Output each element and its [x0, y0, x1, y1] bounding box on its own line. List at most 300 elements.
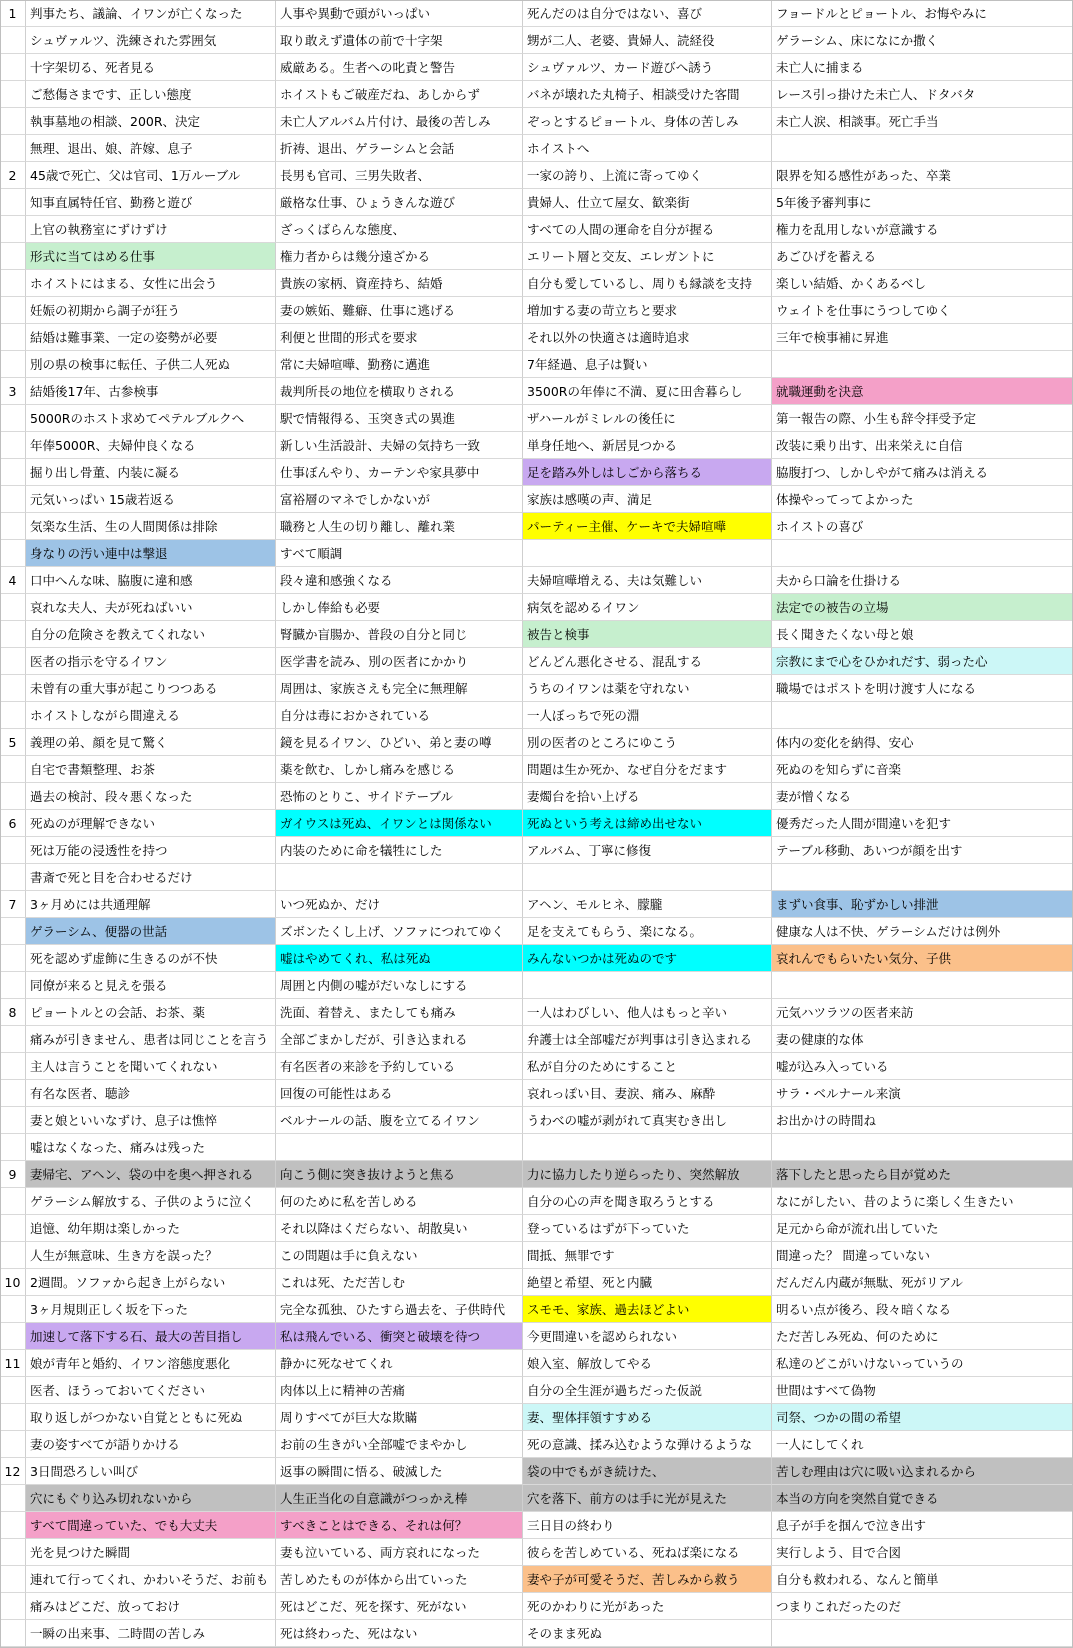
- table-cell[interactable]: みんないつかは死ぬのです: [523, 945, 772, 972]
- table-cell[interactable]: [523, 540, 772, 567]
- chapter-number-cell[interactable]: [0, 1080, 26, 1107]
- table-cell[interactable]: 三日目の終わり: [523, 1512, 772, 1539]
- table-cell[interactable]: 何のために私を苦しめる: [276, 1188, 523, 1215]
- table-cell[interactable]: ホイストへ: [523, 135, 772, 162]
- table-cell[interactable]: 改装に乗り出す、出来栄えに自信: [772, 432, 1073, 459]
- table-cell[interactable]: 哀れっぽい目、妻涙、痛み、麻酔: [523, 1080, 772, 1107]
- table-cell[interactable]: 痛みはどこだ、放っておけ: [26, 1593, 276, 1620]
- table-cell[interactable]: ピョートルとの会話、お茶、薬: [26, 999, 276, 1026]
- table-cell[interactable]: 一人はわびしい、他人はもっと辛い: [523, 999, 772, 1026]
- table-cell[interactable]: だんだん内蔵が無駄、死がリアル: [772, 1269, 1073, 1296]
- table-cell[interactable]: 口中へんな味、脇腹に違和感: [26, 567, 276, 594]
- table-cell[interactable]: 十字架切る、死者見る: [26, 54, 276, 81]
- table-cell[interactable]: あごひげを蓄える: [772, 243, 1073, 270]
- chapter-number-cell[interactable]: [0, 135, 26, 162]
- chapter-number-cell[interactable]: [0, 486, 26, 513]
- table-cell[interactable]: 本当の方向を突然自覚できる: [772, 1485, 1073, 1512]
- chapter-number-cell[interactable]: [0, 837, 26, 864]
- table-cell[interactable]: 富裕層のマネでしかないが: [276, 486, 523, 513]
- table-cell[interactable]: ホイストしながら間違える: [26, 702, 276, 729]
- table-cell[interactable]: 就職運動を決意: [772, 378, 1073, 405]
- table-cell[interactable]: 2週間。ソファから起き上がらない: [26, 1269, 276, 1296]
- chapter-number-cell[interactable]: [0, 1215, 26, 1242]
- table-cell[interactable]: 一人にしてくれ: [772, 1431, 1073, 1458]
- table-cell[interactable]: アルバム、丁寧に修復: [523, 837, 772, 864]
- table-cell[interactable]: 5000Rのホスト求めてペテルブルクへ: [26, 405, 276, 432]
- table-cell[interactable]: 登っているはずが下っていた: [523, 1215, 772, 1242]
- table-cell[interactable]: お出かけの時間ね: [772, 1107, 1073, 1134]
- table-cell[interactable]: 貴婦人、仕立て屋女、歓楽街: [523, 189, 772, 216]
- table-cell[interactable]: 結婚後17年、古参検事: [26, 378, 276, 405]
- table-cell[interactable]: ゲラーシム、床になにか撒く: [772, 27, 1073, 54]
- table-cell[interactable]: [276, 1134, 523, 1161]
- table-cell[interactable]: 今更間違いを認められない: [523, 1323, 772, 1350]
- chapter-number-cell[interactable]: 1: [0, 0, 26, 27]
- table-cell[interactable]: 妻、聖体拝領すすめる: [523, 1404, 772, 1431]
- table-cell[interactable]: 別の医者のところにゆこう: [523, 729, 772, 756]
- chapter-number-cell[interactable]: [0, 1512, 26, 1539]
- table-cell[interactable]: 健康な人は不快、ゲラーシムだけは例外: [772, 918, 1073, 945]
- table-cell[interactable]: 執事墓地の相談、200R、決定: [26, 108, 276, 135]
- table-cell[interactable]: 医者、ほうっておいてください: [26, 1377, 276, 1404]
- table-cell[interactable]: うちのイワンは薬を守れない: [523, 675, 772, 702]
- table-cell[interactable]: 7年経過、息子は賢い: [523, 351, 772, 378]
- table-cell[interactable]: 同僚が来ると見えを張る: [26, 972, 276, 999]
- table-cell[interactable]: 無理、退出、娘、許嫁、息子: [26, 135, 276, 162]
- table-cell[interactable]: 優秀だった人間が間違いを犯す: [772, 810, 1073, 837]
- table-cell[interactable]: 自分の全生涯が過ちだった仮説: [523, 1377, 772, 1404]
- table-cell[interactable]: シュヴァルツ、カード遊びへ誘う: [523, 54, 772, 81]
- table-cell[interactable]: 権力者からは幾分遠ざかる: [276, 243, 523, 270]
- table-cell[interactable]: ザハールがミレルの後任に: [523, 405, 772, 432]
- table-cell[interactable]: アヘン、モルヒネ、朦朧: [523, 891, 772, 918]
- chapter-number-cell[interactable]: [0, 1539, 26, 1566]
- table-cell[interactable]: スモモ、家族、過去ほどよい: [523, 1296, 772, 1323]
- table-cell[interactable]: 宗教にまで心をひかれだす、弱った心: [772, 648, 1073, 675]
- table-cell[interactable]: 司祭、つかの間の希望: [772, 1404, 1073, 1431]
- chapter-number-cell[interactable]: [0, 1431, 26, 1458]
- table-cell[interactable]: ウェイトを仕事にうつしてゆく: [772, 297, 1073, 324]
- table-cell[interactable]: 医学書を読み、別の医者にかかり: [276, 648, 523, 675]
- table-cell[interactable]: 増加する妻の苛立ちと要求: [523, 297, 772, 324]
- table-cell[interactable]: 弁護士は全部嘘だが判事は引き込まれる: [523, 1026, 772, 1053]
- table-cell[interactable]: 私達のどこがいけないっていうの: [772, 1350, 1073, 1377]
- table-cell[interactable]: 上官の執務室にずけずけ: [26, 216, 276, 243]
- table-cell[interactable]: どんどん悪化させる、混乱する: [523, 648, 772, 675]
- table-cell[interactable]: つまりこれだったのだ: [772, 1593, 1073, 1620]
- table-cell[interactable]: 周りすべてが巨大な欺瞞: [276, 1404, 523, 1431]
- table-cell[interactable]: 娘入室、解放してやる: [523, 1350, 772, 1377]
- chapter-number-cell[interactable]: [0, 189, 26, 216]
- table-cell[interactable]: 年俸5000R、夫婦仲良くなる: [26, 432, 276, 459]
- table-cell[interactable]: 足を支えてもらう、楽になる。: [523, 918, 772, 945]
- table-cell[interactable]: 一瞬の出来事、二時間の苦しみ: [26, 1620, 276, 1647]
- chapter-number-cell[interactable]: [0, 351, 26, 378]
- table-cell[interactable]: ホイストの喜び: [772, 513, 1073, 540]
- chapter-number-cell[interactable]: [0, 1323, 26, 1350]
- table-cell[interactable]: すべきことはできる、それは何？: [276, 1512, 523, 1539]
- chapter-number-cell[interactable]: [0, 1296, 26, 1323]
- table-cell[interactable]: 法定での被告の立場: [772, 594, 1073, 621]
- table-cell[interactable]: 自分の心の声を聞き取ろうとする: [523, 1188, 772, 1215]
- table-cell[interactable]: 返事の瞬間に悟る、破滅した: [276, 1458, 523, 1485]
- chapter-number-cell[interactable]: 3: [0, 378, 26, 405]
- table-cell[interactable]: 夫から口論を仕掛ける: [772, 567, 1073, 594]
- table-cell[interactable]: 職場ではポストを明け渡す人になる: [772, 675, 1073, 702]
- table-cell[interactable]: 体操やってってよかった: [772, 486, 1073, 513]
- table-cell[interactable]: 未亡人涙、相談事。死亡手当: [772, 108, 1073, 135]
- table-cell[interactable]: 全部ごまかしだが、引き込まれる: [276, 1026, 523, 1053]
- table-cell[interactable]: サラ・ベルナール来演: [772, 1080, 1073, 1107]
- chapter-number-cell[interactable]: [0, 513, 26, 540]
- table-cell[interactable]: 妻や子が可愛そうだ、苦しみから救う: [523, 1566, 772, 1593]
- table-cell[interactable]: 追憶、幼年期は楽しかった: [26, 1215, 276, 1242]
- table-cell[interactable]: 妻の健康的な体: [772, 1026, 1073, 1053]
- table-cell[interactable]: 有名な医者、聴診: [26, 1080, 276, 1107]
- table-cell[interactable]: しかし俸給も必要: [276, 594, 523, 621]
- table-cell[interactable]: バネが壊れた丸椅子、相談受けた客間: [523, 81, 772, 108]
- table-cell[interactable]: 職務と人生の切り離し、離れ業: [276, 513, 523, 540]
- table-cell[interactable]: 妻の嫉妬、難癖、仕事に逃げる: [276, 297, 523, 324]
- table-cell[interactable]: 間違った？ 間違っていない: [772, 1242, 1073, 1269]
- table-cell[interactable]: ベルナールの話、腹を立てるイワン: [276, 1107, 523, 1134]
- chapter-number-cell[interactable]: [0, 702, 26, 729]
- table-cell[interactable]: 肉体以上に精神の苦痛: [276, 1377, 523, 1404]
- table-cell[interactable]: なにがしたい、昔のように楽しく生きたい: [772, 1188, 1073, 1215]
- table-cell[interactable]: すべての人間の運命を自分が握る: [523, 216, 772, 243]
- chapter-number-cell[interactable]: [0, 216, 26, 243]
- chapter-number-cell[interactable]: 11: [0, 1350, 26, 1377]
- table-cell[interactable]: [772, 540, 1073, 567]
- table-cell[interactable]: 別の県の検事に転任、子供二人死ぬ: [26, 351, 276, 378]
- chapter-number-cell[interactable]: [0, 621, 26, 648]
- table-cell[interactable]: [772, 135, 1073, 162]
- chapter-number-cell[interactable]: [0, 297, 26, 324]
- table-cell[interactable]: 死はどこだ、死を探す、死がない: [276, 1593, 523, 1620]
- table-cell[interactable]: 主人は言うことを聞いてくれない: [26, 1053, 276, 1080]
- table-cell[interactable]: 三年で検事補に昇進: [772, 324, 1073, 351]
- chapter-number-cell[interactable]: [0, 1242, 26, 1269]
- table-cell[interactable]: 自宅で書類整理、お茶: [26, 756, 276, 783]
- table-cell[interactable]: 穴を落下、前方のは手に光が見えた: [523, 1485, 772, 1512]
- table-cell[interactable]: 哀れんでもらいたい気分、子供: [772, 945, 1073, 972]
- table-cell[interactable]: 痛みが引きません、患者は同じことを言う: [26, 1026, 276, 1053]
- table-cell[interactable]: 3ヶ月めには共通理解: [26, 891, 276, 918]
- table-cell[interactable]: 駅で情報得る、玉突き式の異進: [276, 405, 523, 432]
- table-cell[interactable]: 取り敢えず遺体の前で十字架: [276, 27, 523, 54]
- chapter-number-cell[interactable]: [0, 1620, 26, 1647]
- table-cell[interactable]: 病気を認めるイワン: [523, 594, 772, 621]
- table-cell[interactable]: ぞっとするピョートル、身体の苦しみ: [523, 108, 772, 135]
- chapter-number-cell[interactable]: [0, 270, 26, 297]
- table-cell[interactable]: 周囲は、家族さえも完全に無理解: [276, 675, 523, 702]
- table-cell[interactable]: 妻が憎くなる: [772, 783, 1073, 810]
- table-cell[interactable]: ゲラーシム解放する、子供のように泣く: [26, 1188, 276, 1215]
- table-cell[interactable]: [772, 351, 1073, 378]
- table-cell[interactable]: 形式に当てはめる仕事: [26, 243, 276, 270]
- table-cell[interactable]: 折祷、退出、ゲラーシムと会話: [276, 135, 523, 162]
- table-cell[interactable]: 息子が手を掴んで泣き出す: [772, 1512, 1073, 1539]
- table-cell[interactable]: 妊娠の初期から調子が狂う: [26, 297, 276, 324]
- chapter-number-cell[interactable]: [0, 1404, 26, 1431]
- table-cell[interactable]: 義理の弟、顔を見て驚く: [26, 729, 276, 756]
- table-cell[interactable]: 3ヶ月規則正しく坂を下った: [26, 1296, 276, 1323]
- table-cell[interactable]: 裁判所長の地位を横取りされる: [276, 378, 523, 405]
- table-cell[interactable]: 足元から命が流れ出していた: [772, 1215, 1073, 1242]
- table-cell[interactable]: 人事や異動で頭がいっぱい: [276, 0, 523, 27]
- table-cell[interactable]: レース引っ掛けた未亡人、ドタバタ: [772, 81, 1073, 108]
- table-cell[interactable]: 貴族の家柄、資産持ち、結婚: [276, 270, 523, 297]
- table-cell[interactable]: 加速して落下する石、最大の苦目指し: [26, 1323, 276, 1350]
- table-cell[interactable]: 人生が無意味、生き方を誤った？: [26, 1242, 276, 1269]
- table-cell[interactable]: 未亡人アルバム片付け、最後の苦しみ: [276, 108, 523, 135]
- chapter-number-cell[interactable]: [0, 864, 26, 891]
- table-cell[interactable]: 未亡人に捕まる: [772, 54, 1073, 81]
- table-cell[interactable]: 内装のために命を犠牲にした: [276, 837, 523, 864]
- table-cell[interactable]: [772, 972, 1073, 999]
- table-cell[interactable]: 死のかわりに光があった: [523, 1593, 772, 1620]
- chapter-number-cell[interactable]: [0, 594, 26, 621]
- table-cell[interactable]: ガイウスは死ぬ、イワンとは関係ない: [276, 810, 523, 837]
- chapter-number-cell[interactable]: [0, 918, 26, 945]
- chapter-number-cell[interactable]: 5: [0, 729, 26, 756]
- table-cell[interactable]: そのまま死ぬ: [523, 1620, 772, 1647]
- table-cell[interactable]: 常に夫婦喧嘩、勤務に邁進: [276, 351, 523, 378]
- table-cell[interactable]: 人生正当化の自意識がつっかえ棒: [276, 1485, 523, 1512]
- table-cell[interactable]: 自分も愛しているし、周りも縁談を支持: [523, 270, 772, 297]
- table-cell[interactable]: 妻の姿すべてが語りかける: [26, 1431, 276, 1458]
- table-cell[interactable]: 自分も救われる、なんと簡単: [772, 1566, 1073, 1593]
- table-cell[interactable]: 腎臓か盲腸か、普段の自分と同じ: [276, 621, 523, 648]
- table-cell[interactable]: 嘘が込み入っている: [772, 1053, 1073, 1080]
- table-cell[interactable]: ホイストにはまる、女性に出会う: [26, 270, 276, 297]
- table-cell[interactable]: 妻帰宅、アヘン、袋の中を奥へ押される: [26, 1161, 276, 1188]
- chapter-number-cell[interactable]: [0, 81, 26, 108]
- table-cell[interactable]: 恐怖のとりこ、サイドテーブル: [276, 783, 523, 810]
- table-cell[interactable]: ご愁傷さまです、正しい態度: [26, 81, 276, 108]
- table-cell[interactable]: 落下したと思ったら目が覚めた: [772, 1161, 1073, 1188]
- chapter-number-cell[interactable]: 2: [0, 162, 26, 189]
- table-cell[interactable]: 新しい生活設計、夫婦の気持ち一致: [276, 432, 523, 459]
- table-cell[interactable]: この問題は手に負えない: [276, 1242, 523, 1269]
- table-cell[interactable]: 元気ハツラツの医者来訪: [772, 999, 1073, 1026]
- table-cell[interactable]: [523, 1134, 772, 1161]
- table-cell[interactable]: 私が自分のためにすること: [523, 1053, 772, 1080]
- table-cell[interactable]: 足を踏み外しはしごから落ちる: [523, 459, 772, 486]
- table-cell[interactable]: 結婚は難事業、一定の姿勢が必要: [26, 324, 276, 351]
- table-cell[interactable]: フョードルとピョートル、お悔やみに: [772, 0, 1073, 27]
- table-cell[interactable]: シュヴァルツ、洗練された雰囲気: [26, 27, 276, 54]
- chapter-number-cell[interactable]: [0, 459, 26, 486]
- table-cell[interactable]: 楽しい結婚、かくあるべし: [772, 270, 1073, 297]
- table-cell[interactable]: 長男も官司、三男失敗者、: [276, 162, 523, 189]
- table-cell[interactable]: エリート層と交友、エレガントに: [523, 243, 772, 270]
- table-cell[interactable]: ホイストもご破産だね、あしからず: [276, 81, 523, 108]
- table-cell[interactable]: 家族は感嘆の声、満足: [523, 486, 772, 513]
- table-cell[interactable]: 甥が二人、老婆、貴婦人、読経役: [523, 27, 772, 54]
- table-cell[interactable]: 書斎で死と目を合わせるだけ: [26, 864, 276, 891]
- table-cell[interactable]: 絶望と希望、死と内臓: [523, 1269, 772, 1296]
- table-cell[interactable]: [772, 702, 1073, 729]
- table-cell[interactable]: 光を見つけた瞬間: [26, 1539, 276, 1566]
- table-cell[interactable]: 実行しよう、目で合図: [772, 1539, 1073, 1566]
- table-cell[interactable]: 仕事ぼんやり、カーテンや家具夢中: [276, 459, 523, 486]
- table-cell[interactable]: 限界を知る感性があった、卒業: [772, 162, 1073, 189]
- table-cell[interactable]: 死の意識、揉み込むような弾けるような: [523, 1431, 772, 1458]
- chapter-number-cell[interactable]: 8: [0, 999, 26, 1026]
- table-cell[interactable]: これは死、ただ苦しむ: [276, 1269, 523, 1296]
- chapter-number-cell[interactable]: 9: [0, 1161, 26, 1188]
- table-cell[interactable]: 薬を飲む、しかし痛みを感じる: [276, 756, 523, 783]
- chapter-number-cell[interactable]: [0, 1107, 26, 1134]
- chapter-number-cell[interactable]: 10: [0, 1269, 26, 1296]
- table-cell[interactable]: 死んだのは自分ではない、喜び: [523, 0, 772, 27]
- table-cell[interactable]: 脇腹打つ、しかしやがて痛みは消える: [772, 459, 1073, 486]
- table-cell[interactable]: 連れて行ってくれ、かわいそうだ、お前も: [26, 1566, 276, 1593]
- table-cell[interactable]: まずい食事、恥ずかしい排泄: [772, 891, 1073, 918]
- chapter-number-cell[interactable]: [0, 1593, 26, 1620]
- table-cell[interactable]: 明るい点が後ろ、段々暗くなる: [772, 1296, 1073, 1323]
- table-cell[interactable]: 3日間恐ろしい叫び: [26, 1458, 276, 1485]
- table-cell[interactable]: 娘が青年と婚約、イワン溶態度悪化: [26, 1350, 276, 1377]
- table-cell[interactable]: 私は飛んでいる、衝突と破壊を待つ: [276, 1323, 523, 1350]
- table-cell[interactable]: 苦しめたものが体から出ていった: [276, 1566, 523, 1593]
- table-cell[interactable]: 判事たち、議論、イワンが亡くなった: [26, 0, 276, 27]
- table-cell[interactable]: パーティー主催、ケーキで夫婦喧嘩: [523, 513, 772, 540]
- table-cell[interactable]: 利便と世間的形式を要求: [276, 324, 523, 351]
- table-cell[interactable]: ただ苦しみ死ぬ、何のために: [772, 1323, 1073, 1350]
- chapter-number-cell[interactable]: [0, 54, 26, 81]
- table-cell[interactable]: 妻も泣いている、両方哀れになった: [276, 1539, 523, 1566]
- chapter-number-cell[interactable]: [0, 675, 26, 702]
- chapter-number-cell[interactable]: [0, 405, 26, 432]
- chapter-number-cell[interactable]: 12: [0, 1458, 26, 1485]
- table-cell[interactable]: 取り返しがつかない自覚とともに死ぬ: [26, 1404, 276, 1431]
- table-cell[interactable]: 気楽な生活、生の人間関係は排除: [26, 513, 276, 540]
- chapter-number-cell[interactable]: [0, 756, 26, 783]
- table-cell[interactable]: 知事直属特任官、勤務と遊び: [26, 189, 276, 216]
- table-cell[interactable]: 3500Rの年俸に不満、夏に田舎暮らし: [523, 378, 772, 405]
- table-cell[interactable]: 夫婦喧嘩増える、夫は気難しい: [523, 567, 772, 594]
- table-cell[interactable]: 一人ぼっちで死の淵: [523, 702, 772, 729]
- chapter-number-cell[interactable]: 4: [0, 567, 26, 594]
- chapter-number-cell[interactable]: [0, 324, 26, 351]
- table-cell[interactable]: 静かに死なせてくれ: [276, 1350, 523, 1377]
- table-cell[interactable]: 嘘はなくなった、痛みは残った: [26, 1134, 276, 1161]
- table-cell[interactable]: ざっくばらんな態度、: [276, 216, 523, 243]
- table-cell[interactable]: 向こう側に突き抜けようと焦る: [276, 1161, 523, 1188]
- table-cell[interactable]: 掘り出し骨董、内装に凝る: [26, 459, 276, 486]
- table-cell[interactable]: いつ死ぬか、だけ: [276, 891, 523, 918]
- table-cell[interactable]: 45歳で死亡、父は官司、1万ルーブル: [26, 162, 276, 189]
- table-cell[interactable]: 威厳ある。生者への叱責と警告: [276, 54, 523, 81]
- table-cell[interactable]: 死ぬという考えは締め出せない: [523, 810, 772, 837]
- chapter-number-cell[interactable]: [0, 1188, 26, 1215]
- chapter-number-cell[interactable]: 6: [0, 810, 26, 837]
- table-cell[interactable]: 厳格な仕事、ひょうきんな遊び: [276, 189, 523, 216]
- table-cell[interactable]: [523, 864, 772, 891]
- table-cell[interactable]: 5年後予審判事に: [772, 189, 1073, 216]
- table-cell[interactable]: 彼らを苦しめている、死ねば楽になる: [523, 1539, 772, 1566]
- table-cell[interactable]: 袋の中でもがき続けた、: [523, 1458, 772, 1485]
- table-cell[interactable]: 一家の誇り、上流に寄ってゆく: [523, 162, 772, 189]
- table-cell[interactable]: 自分の危険さを教えてくれない: [26, 621, 276, 648]
- table-cell[interactable]: 哀れな夫人、夫が死ねばいい: [26, 594, 276, 621]
- chapter-number-cell[interactable]: [0, 648, 26, 675]
- table-cell[interactable]: 権力を乱用しないが意識する: [772, 216, 1073, 243]
- table-cell[interactable]: [772, 1620, 1073, 1647]
- table-cell[interactable]: 有名医者の来診を予約している: [276, 1053, 523, 1080]
- chapter-number-cell[interactable]: [0, 432, 26, 459]
- chapter-number-cell[interactable]: 7: [0, 891, 26, 918]
- table-cell[interactable]: 死を認めず虚飾に生きるのが不快: [26, 945, 276, 972]
- table-cell[interactable]: 未曾有の重大事が起こりつつある: [26, 675, 276, 702]
- table-cell[interactable]: 妻と娘といいなずけ、息子は憔悴: [26, 1107, 276, 1134]
- chapter-number-cell[interactable]: [0, 243, 26, 270]
- table-cell[interactable]: それ以外の快適さは適時追求: [523, 324, 772, 351]
- chapter-number-cell[interactable]: [0, 972, 26, 999]
- table-cell[interactable]: 身なりの汚い連中は撃退: [26, 540, 276, 567]
- table-cell[interactable]: 医者の指示を守るイワン: [26, 648, 276, 675]
- table-cell[interactable]: 段々違和感強くなる: [276, 567, 523, 594]
- table-cell[interactable]: 第一報告の際、小生も辞令拝受予定: [772, 405, 1073, 432]
- table-cell[interactable]: 自分は毒におかされている: [276, 702, 523, 729]
- table-cell[interactable]: [276, 864, 523, 891]
- table-cell[interactable]: 周囲と内側の嘘がだいなしにする: [276, 972, 523, 999]
- table-cell[interactable]: 過去の検討、段々悪くなった: [26, 783, 276, 810]
- table-cell[interactable]: それ以降はくだらない、胡散臭い: [276, 1215, 523, 1242]
- chapter-number-cell[interactable]: [0, 1026, 26, 1053]
- table-cell[interactable]: 力に協力したり逆らったり、突然解放: [523, 1161, 772, 1188]
- table-cell[interactable]: 死ぬのが理解できない: [26, 810, 276, 837]
- table-cell[interactable]: 単身任地へ、新居見つかる: [523, 432, 772, 459]
- table-cell[interactable]: 穴にもぐり込み切れないから: [26, 1485, 276, 1512]
- table-cell[interactable]: ゲラーシム、便器の世話: [26, 918, 276, 945]
- table-cell[interactable]: 回復の可能性はある: [276, 1080, 523, 1107]
- table-cell[interactable]: [772, 1134, 1073, 1161]
- table-cell[interactable]: すべて順調: [276, 540, 523, 567]
- table-cell[interactable]: [523, 972, 772, 999]
- table-cell[interactable]: 世間はすべて偽物: [772, 1377, 1073, 1404]
- table-cell[interactable]: 長く聞きたくない母と娘: [772, 621, 1073, 648]
- table-cell[interactable]: 被告と検事: [523, 621, 772, 648]
- table-cell[interactable]: テーブル移動、あいつが顔を出す: [772, 837, 1073, 864]
- table-cell[interactable]: 死は終わった、死はない: [276, 1620, 523, 1647]
- chapter-number-cell[interactable]: [0, 1485, 26, 1512]
- table-cell[interactable]: 元気いっぱい 15歳若返る: [26, 486, 276, 513]
- chapter-number-cell[interactable]: [0, 1053, 26, 1080]
- table-cell[interactable]: お前の生きがい全部嘘でまやかし: [276, 1431, 523, 1458]
- table-cell[interactable]: 死は万能の浸透性を持つ: [26, 837, 276, 864]
- chapter-number-cell[interactable]: [0, 540, 26, 567]
- table-cell[interactable]: 苦しむ理由は穴に吸い込まれるから: [772, 1458, 1073, 1485]
- table-cell[interactable]: 問題は生か死か、なぜ自分をだます: [523, 756, 772, 783]
- chapter-number-cell[interactable]: [0, 27, 26, 54]
- table-cell[interactable]: 死ぬのを知らずに音楽: [772, 756, 1073, 783]
- table-cell[interactable]: 間抵、無罪です: [523, 1242, 772, 1269]
- chapter-number-cell[interactable]: [0, 1134, 26, 1161]
- table-cell[interactable]: 洗面、着替え、またしても痛み: [276, 999, 523, 1026]
- chapter-number-cell[interactable]: [0, 1377, 26, 1404]
- table-cell[interactable]: 妻燭台を拾い上げる: [523, 783, 772, 810]
- table-cell[interactable]: 完全な孤独、ひたすら過去を、子供時代: [276, 1296, 523, 1323]
- table-cell[interactable]: ズボンたくし上げ、ソファにつれてゆく: [276, 918, 523, 945]
- table-cell[interactable]: [772, 864, 1073, 891]
- table-cell[interactable]: うわべの嘘が剥がれて真実むき出し: [523, 1107, 772, 1134]
- table-cell[interactable]: すべて間違っていた、でも大丈夫: [26, 1512, 276, 1539]
- chapter-number-cell[interactable]: [0, 783, 26, 810]
- table-cell[interactable]: 体内の変化を納得、安心: [772, 729, 1073, 756]
